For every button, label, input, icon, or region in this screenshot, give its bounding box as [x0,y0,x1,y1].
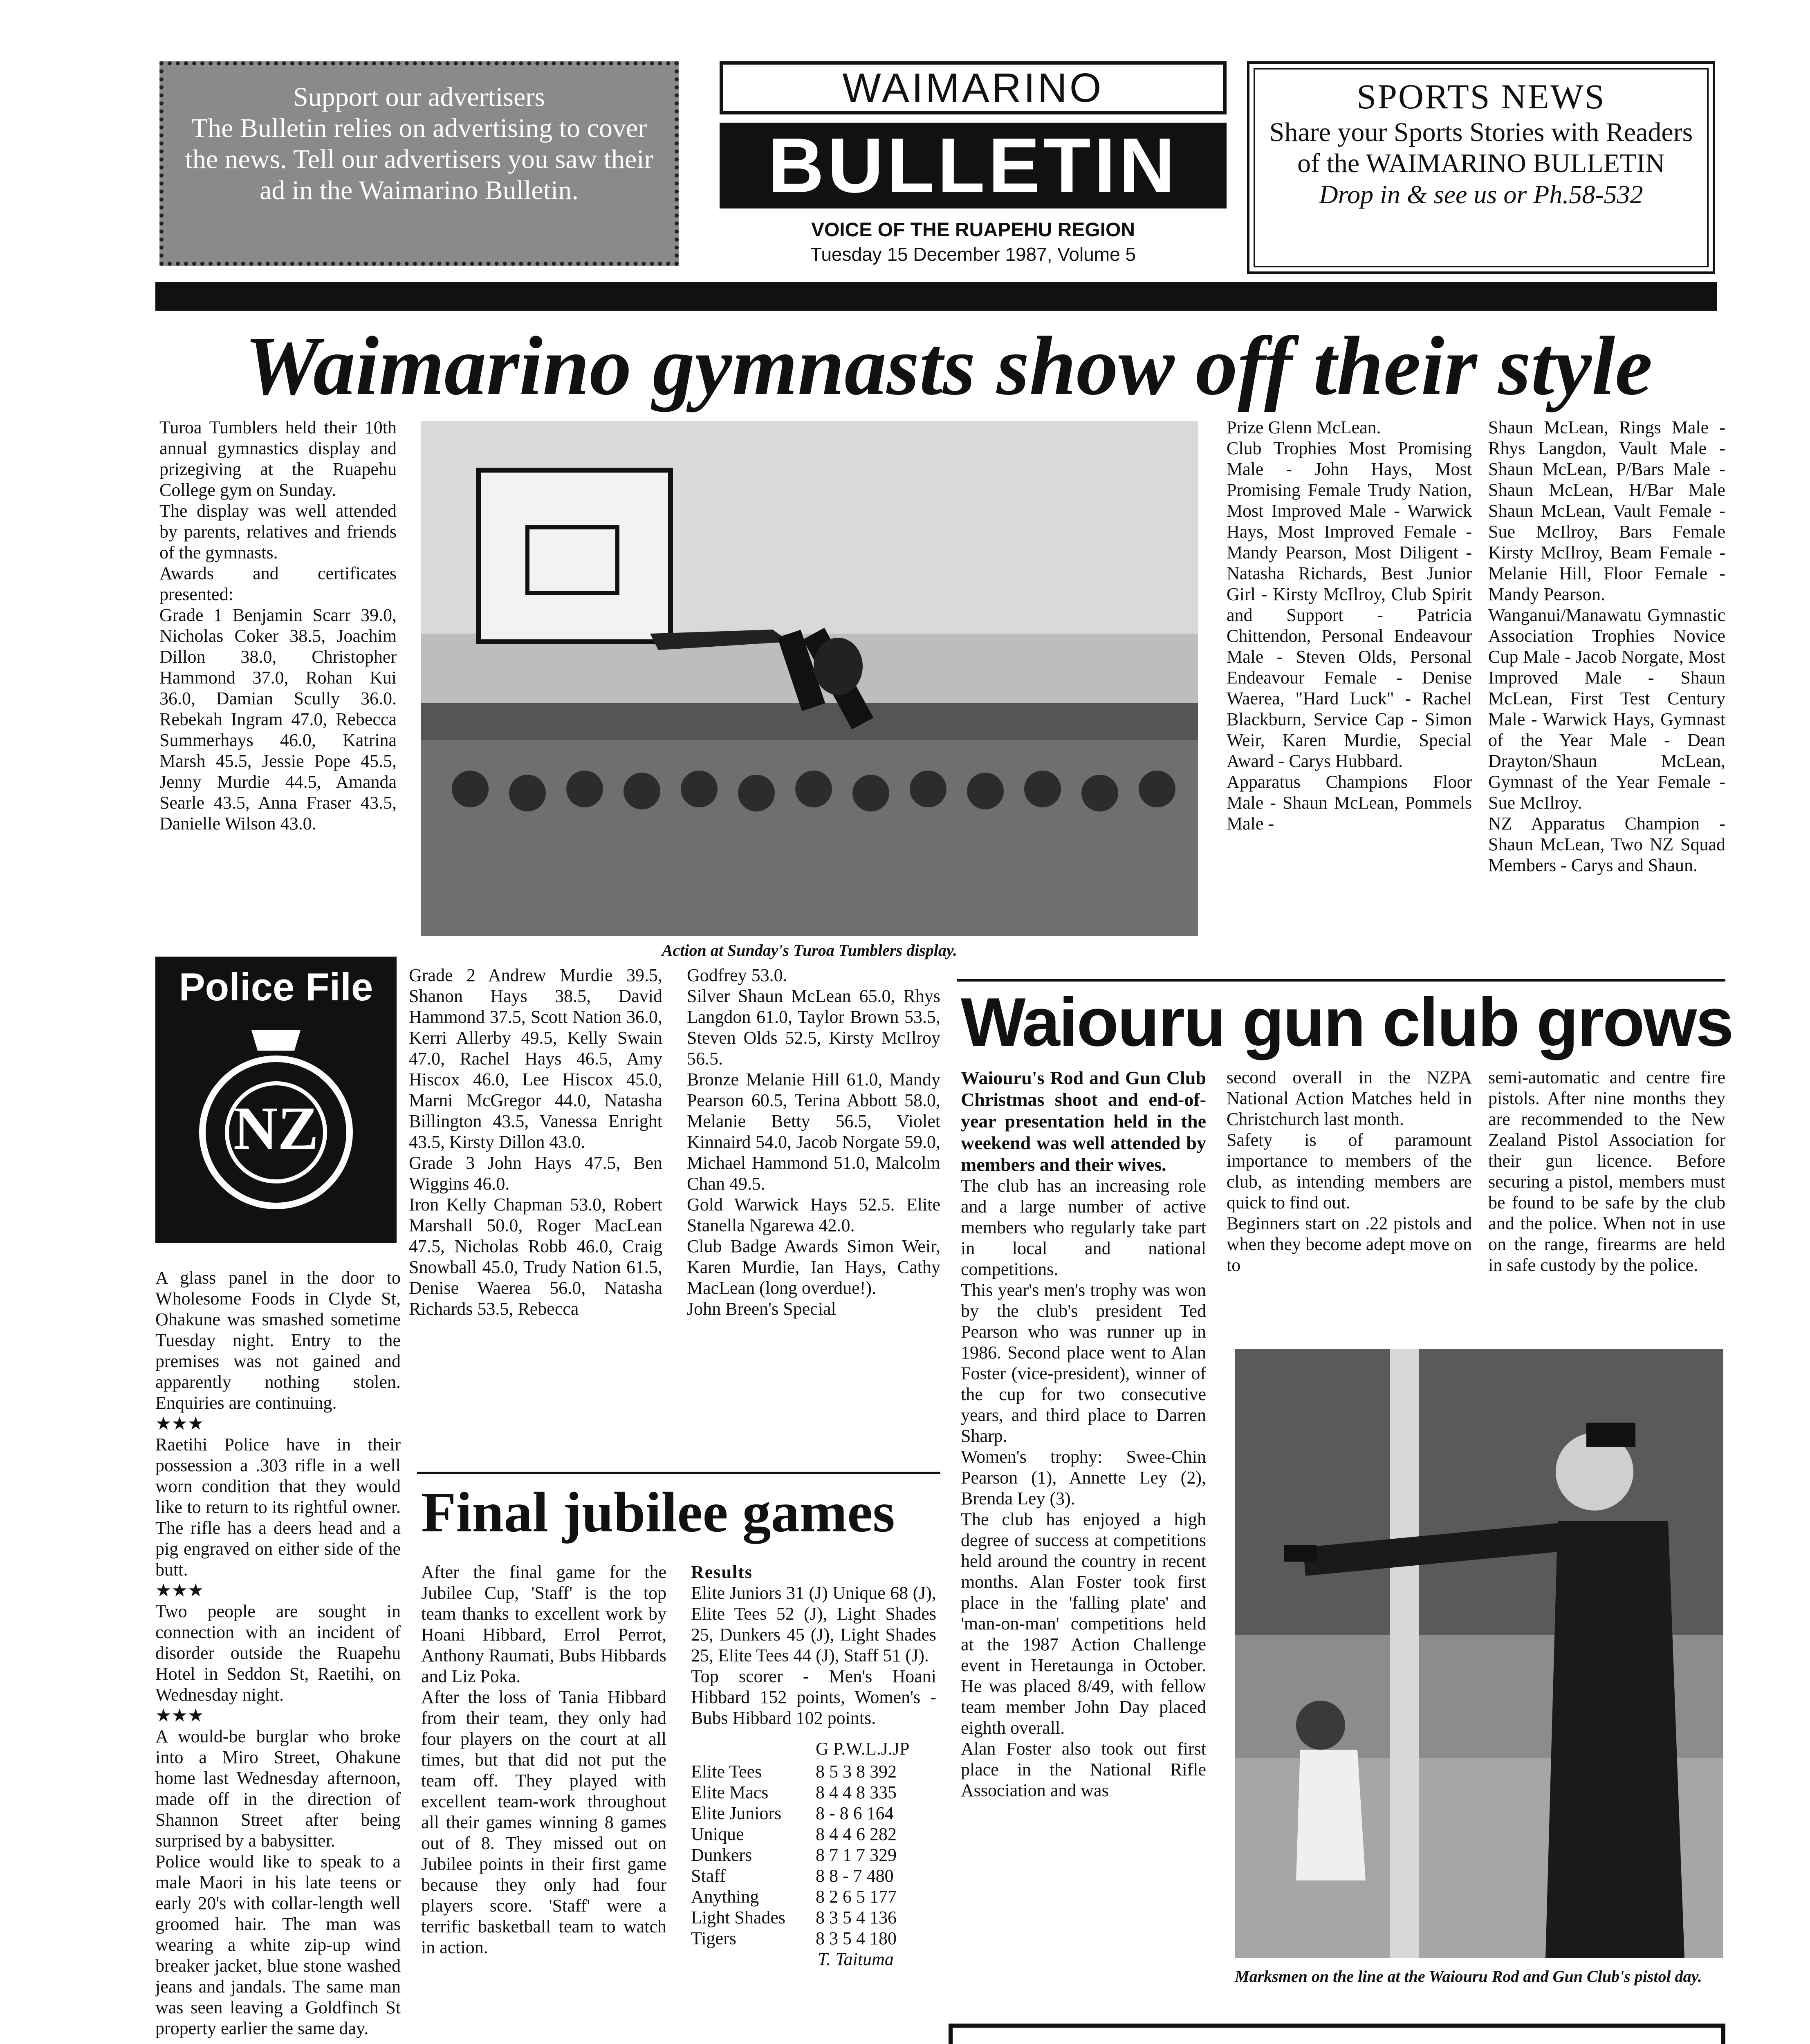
police-file-title: Police File [179,965,373,1009]
wholesome-foods-ad [949,2024,1725,2044]
jubilee-byline: T. Taituma [818,1949,894,1969]
gunclub-photo [1235,1349,1723,1958]
gymnastics-photo [421,421,1198,936]
results-text: Elite Juniors 31 (J) Unique 68 (J), Elite Tees 52 (J), Light Shades 25, Dunkers 45 (J), Light Shades 25, Elite Tees 44 (J), Staff 51 (J). Top scorer - Men's Hoani Hibbard 152 points, Women's - Bubs Hibbard 102 points. [691,1583,936,1728]
gunclub-top-rule [957,979,1725,982]
table-row [691,1907,900,1928]
tagline: VOICE OF THE RUAPEHU REGION [811,219,1135,241]
gunclub-headline: Waiouru gun club grows [961,984,1733,1060]
gymnastics-col2: Grade 2 Andrew Murdie 39.5, Shanon Hays 38.5, David Hammond 37.5, Scott Nation 36.0, Kerri Allerby 49.5, Kelly Swain 47.0, Rachel Hays 46.5, Amy Hiscox 46.0, Lee Hiscox 45.0, Marni McGregor 44.0, Natasha Billington 43.5, Vanessa Enright 43.5, Kirsty Dillon 43.0. Grade 3 John Hays 47.5, Ben Wiggins 46.0. Iron Kelly Chapman 53.0, Robert Marshall 50.0, Roger MacLean 47.5, Nicholas Robb 46.0, Craig Snowball 45.0, Trudy Nation 61.5, Denise Waerea 56.0, Natasha Richards 53.5, Rebecca [409,965,662,1319]
jubilee-col1: After the final game for the Jubilee Cup, 'Staff' is the top team thanks to excellent work by Hoani Hibbard, Errol Perrot, Anthony Raumati, Bubs Hibbards and Liz Poka. After the loss of Tania Hibbard from their team, they only had four players on the court at all times, but that did not put the team off. They played with excellent team-work throughout all their games winning 8 games out of 8. They missed out on Jubilee points in their first game because they only had four players score. 'Staff' were a terrific basketball team to watch in action. [421,1562,666,1957]
sports-news-text: Share your Sports Stories with Readers of the WAIMARINO BULLETIN [1269,117,1693,178]
standings-table [691,1761,900,1949]
team-name: Light Shades [691,1907,785,1927]
table-row [691,1886,900,1907]
gunclub-col1 [961,1067,1206,2019]
pistol-shooters-image [1235,1349,1723,1958]
police-badge-icon [155,1014,397,1243]
team-stats: 8 3 5 4 136 [816,1907,897,1927]
gunclub-lead: Waiouru's Rod and Gun Club Christmas shoot and end-of-year presentation held in the weekend was well attended by members and their wives. [961,1067,1206,1175]
standings-header: G P.W.L.J.JP [816,1739,910,1759]
gunclub-col3: semi-automatic and centre fire pistols. After nine months they are recommended to the New Zealand Pistol Association for their gun licence. Before securing a pistol, members must be found to be safe by the club and the police. When not in use on the range, firearms are held in safe custody by the police. [1488,1067,1725,1275]
jubilee-top-rule [417,1472,940,1474]
team-stats: 8 4 4 6 282 [816,1824,897,1844]
results-title: Results [691,1562,753,1582]
table-row [691,1782,900,1803]
gunclub-photo-caption: Marksmen on the line at the Waiouru Rod and Gun Club's pistol day. [1235,1967,1702,1986]
sports-news-title: SPORTS NEWS [1357,77,1606,116]
gymnast-on-beam-image [421,421,1198,936]
table-row [691,1928,900,1949]
team-name: Tigers [691,1928,736,1948]
police-file-text: A glass panel in the door to Wholesome Foods in Clyde St, Ohakune was smashed sometime Tuesday night. Entry to the premises was not gained and apparently nothing stolen. Enquiries are continuing. ★★★ Raetihi Police have in their possession a .303 rifle in a well worn condition that they would like to return to its rightful owner. The rifle has a deers head and a pig engraved on either side of the butt. ★★★ Two people are sought in connection with an incident of disorder outside the Ruapehu Hotel in Seddon St, Raetihi, on Wednesday night. ★★★ A would-be burglar who broke into a Miro Street, Ohakune home last Wednesday afternoon, made off in the direction of Shannon Street after being surprised by a babysitter. Police would like to speak to a male Maori in his late teens or early 20's with collar-length well groomed hair. The man was wearing a white zip-up wind breaker jacket, blue stone washed jeans and jandals. The same man was seen leaving a Goldfinch St property earlier the same day. [155,1268,401,2038]
team-stats: 8 7 1 7 329 [816,1845,897,1865]
gymnastics-headline: Waimarino gymnasts show off their style [244,319,1653,412]
team-name: Dunkers [691,1845,752,1865]
gymnastics-col1: Turoa Tumblers held their 10th annual gymnastics display and prizegiving at the Ruapehu College gym on Sunday. The display was well attended by parents, relatives and friends of the gymnasts. Awards and certificates presented: Grade 1 Benjamin Scarr 39.0, Nicholas Coker 38.5, Joachim Dillon 38.0, Christopher Hammond 37.0, Rohan Kui 36.0, Damian Scully 36.0. Rebekah Ingram 47.0, Rebecca Summerhays 46.0, Katrina Marsh 45.5, Jessie Pope 45.5, Jenny Murdie 44.5, Amanda Searle 43.5, Anna Fraser 43.5, Danielle Wilson 43.0. [159,417,397,834]
team-stats: 8 3 5 4 180 [816,1928,897,1948]
sports-news-contact: Drop in & see us or Ph.58-532 [1319,180,1643,209]
team-name: Unique [691,1824,744,1844]
team-name: Anything [691,1887,759,1907]
jubilee-results [691,1562,936,2044]
paper-name-top: WAIMARINO [720,61,1227,114]
masthead-rule [155,282,1717,311]
gymnastics-col3: Godfrey 53.0. Silver Shaun McLean 65.0, Rhys Langdon 61.0, Taylor Brown 53.5, Steven Olds 52.5, Kirsty McIlroy 56.5. Bronze Melanie Hill 61.0, Mandy Pearson 60.5, Terina Abbott 58.0, Melanie Betty 56.5, Violet Kinnaird 54.0, Jacob Norgate 59.0, Michael Hammond 51.0, Malcolm Chan 49.5. Gold Warwick Hays 52.5. Elite Stanella Ngarewa 42.0. Club Badge Awards Simon Weir, Karen Murdie, Ian Hays, Cathy MacLean (long overdue!). John Breen's Special [687,965,940,1319]
table-row [691,1865,900,1886]
table-row [691,1803,900,1824]
team-name: Elite Macs [691,1782,769,1802]
team-name: Staff [691,1866,726,1886]
team-name: Elite Juniors [691,1803,782,1823]
jubilee-headline: Final jubilee games [421,1481,895,1544]
police-file-banner [155,957,397,1243]
masthead-title-box [720,61,1227,274]
team-stats: 8 8 - 7 480 [816,1866,894,1886]
advertiser-box: Support our advertisers The Bulletin relies on advertising to cover the news. Tell our advertisers you saw their ad in the Waimarino Bulletin. [159,61,679,266]
team-stats: 8 - 8 6 164 [816,1803,894,1823]
gymnastics-photo-caption: Action at Sunday's Turoa Tumblers display. [662,941,958,959]
table-row [691,1824,900,1845]
gunclub-col1-text: The club has an increasing role and a large number of active members who regularly take part in local and national competitions. This year's men's trophy was won by the club's president Ted Pearson who was runner up in 1986. Second place went to Alan Foster (vice-president), winner of the cup for two consecutive years, and third place to Darren Sharp. Women's trophy: Swee-Chin Pearson (1), Annette Ley (2), Brenda Ley (3). The club has enjoyed a high degree of success at competitions held around the country in recent months. Alan Foster took first place in the 'falling plate' and 'man-on-man' competitions held at the 1987 Action Challenge event in Heretaunga in October. He was placed 8/49, with fellow team member John Day placed eighth overall. Alan Foster also took out first place in the National Rifle Association and was [961,1176,1206,1800]
sports-news-box [1247,61,1715,274]
team-stats: 8 2 6 5 177 [816,1887,897,1907]
svg-text:NZ: NZ [233,1094,319,1162]
gunclub-col2: second overall in the NZPA National Action Matches held in Christchurch last month. Safety is of paramount importance to members of the club, as intending members are quick to find out. Beginners start on .22 pistols and when they become adept move on to [1227,1067,1472,1275]
team-stats: 8 5 3 8 392 [816,1762,897,1782]
gymnastics-col4: Prize Glenn McLean. Club Trophies Most Promising Male - John Hays, Most Promising Female Trudy Nation, Most Improved Male - Warwick Hays, Most Improved Female - Mandy Pearson, Most Diligent - Natasha Richards, Best Junior Girl - Kirsty McIlroy, Club Spirit and Support - Patricia Chittendon, Personal Endeavour Male - Steven Olds, Personal Endeavour Female - Denise Waerea, "Hard Luck" - Rachel Blackburn, Service Cap - Simon Weir, Karen Murdie, Special Award - Carys Hubbard. Apparatus Champions Floor Male - Shaun McLean, Pommels Male - [1227,417,1472,834]
issue-date: Tuesday 15 December 1987, Volume 5 [810,244,1136,265]
paper-name-main: BULLETIN [720,123,1227,208]
team-name: Elite Tees [691,1762,762,1782]
gymnastics-col5: Shaun McLean, Rings Male - Rhys Langdon, Vault Male - Shaun McLean, P/Bars Male - Shaun McLean, H/Bar Male Shaun McLean, Vault Female - Sue McIlroy, Bars Female Kirsty McIlroy, Beam Female - Melanie Hill, Floor Female - Mandy Pearson. Wanganui/Manawatu Gymnastic Association Trophies Novice Cup Male - Jacob Norgate, Most Improved Male - Shaun McLean, First Test Century Male - Warwick Hays, Gymnast of the Year Male - Dean Drayton/Shaun McLean, Gymnast of the Year Female - Sue McIlroy. NZ Apparatus Champion - Shaun McLean, Two NZ Squad Members - Carys and Shaun. [1488,417,1725,875]
table-row [691,1761,900,1782]
table-row [691,1845,900,1865]
team-stats: 8 4 4 8 335 [816,1782,897,1802]
